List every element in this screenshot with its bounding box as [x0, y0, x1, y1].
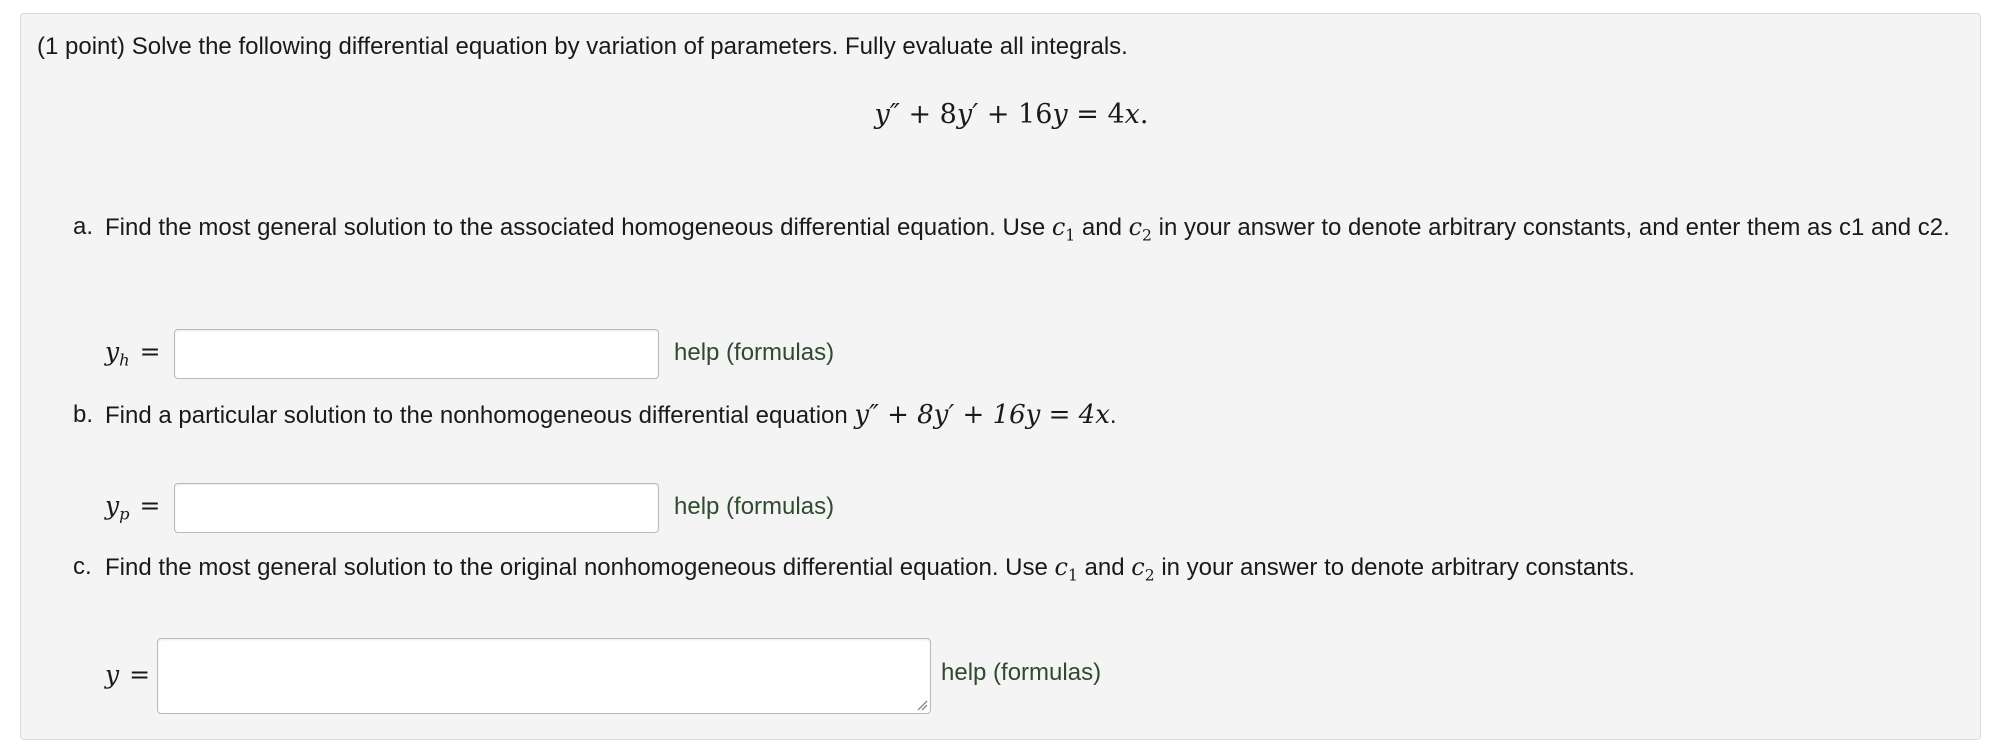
part-c-text-after: in your answer to denote arbitrary constants. — [1154, 554, 1635, 581]
y-var: y — [105, 660, 120, 689]
eq-equals: = — [1067, 99, 1108, 130]
c1-subscript: 1 — [1065, 226, 1076, 245]
part-a-text-mid: and — [1075, 214, 1129, 241]
y-answer-wrapper — [157, 638, 931, 714]
answer-row-yh — [105, 329, 865, 379]
part-a — [73, 210, 1973, 286]
problem-intro: (1 point) Solve the following differential equation by variation of parameters. Fully evaluate all integrals. — [37, 33, 1128, 60]
part-b — [73, 398, 1973, 438]
eq-period: . — [1139, 99, 1149, 130]
eq-plus: + — [978, 99, 1019, 130]
constant-c2 — [1128, 213, 1152, 245]
yp-var: y — [105, 491, 120, 520]
constant-c1 — [1051, 213, 1076, 245]
yh-subscript: h — [119, 350, 130, 370]
c2-base: c — [1128, 213, 1143, 241]
constant-c2 — [1131, 553, 1155, 585]
part-a-text-before: Find the most general solution to the associated homogeneous differential equation. Use — [105, 214, 1052, 241]
eq-term-y: y — [1052, 99, 1068, 130]
y-equals: = — [129, 660, 151, 689]
c2-subscript: 2 — [1144, 566, 1155, 585]
yp-answer-input[interactable] — [174, 483, 659, 533]
yh-label — [105, 337, 161, 370]
answer-row-y — [105, 638, 1125, 716]
part-c-text-mid: and — [1077, 554, 1132, 581]
part-c — [73, 550, 1973, 590]
yh-answer-input[interactable] — [174, 329, 659, 379]
yh-var: y — [105, 337, 120, 366]
display-equation — [21, 98, 1980, 132]
part-c-text — [105, 550, 1965, 585]
answer-row-yp — [105, 483, 865, 533]
problem-container — [20, 13, 1981, 740]
resize-grip-icon[interactable] — [916, 699, 928, 711]
eq-rhs-coef: 4 — [1107, 99, 1125, 130]
yh-equals: = — [139, 337, 161, 366]
yp-label — [105, 491, 161, 524]
eq-term-yp: y′ — [956, 99, 979, 130]
part-a-text — [105, 210, 1965, 245]
eq-coef-16: 16 — [1018, 99, 1053, 130]
part-c-marker: c. — [73, 553, 92, 580]
yp-equals: = — [139, 491, 161, 520]
part-b-inline-equation: y″ + 8y′ + 16y = 4x — [854, 400, 1110, 430]
eq-plus: + — [899, 99, 940, 130]
yp-subscript: p — [119, 504, 130, 524]
yh-help-link[interactable]: help (formulas) — [674, 339, 835, 366]
yp-help-link[interactable]: help (formulas) — [674, 493, 835, 520]
c2-subscript: 2 — [1142, 226, 1152, 245]
eq-coef-8: 8 — [939, 99, 957, 130]
c2-base: c — [1131, 553, 1145, 581]
c1-base: c — [1054, 553, 1068, 581]
y-label — [105, 660, 150, 689]
part-b-text-before: Find a particular solution to the nonhomogeneous differential equation — [105, 402, 855, 429]
eq-term-ypp: y″ — [874, 99, 900, 130]
y-answer-textarea[interactable] — [157, 638, 931, 714]
part-c-text-before: Find the most general solution to the original nonhomogeneous differential equation. Use — [105, 554, 1055, 581]
part-b-text-after: . — [1109, 402, 1117, 429]
eq-rhs-var: x — [1124, 99, 1140, 130]
part-a-marker: a. — [73, 213, 94, 240]
constant-c1 — [1054, 553, 1078, 585]
c1-subscript: 1 — [1067, 566, 1078, 585]
part-b-marker: b. — [73, 401, 94, 428]
part-a-text-after: in your answer to denote arbitrary constants, and enter them as c1 and c2. — [1151, 214, 1950, 241]
part-b-text — [105, 398, 1965, 433]
y-help-link[interactable]: help (formulas) — [941, 659, 1102, 686]
c1-base: c — [1051, 213, 1066, 241]
